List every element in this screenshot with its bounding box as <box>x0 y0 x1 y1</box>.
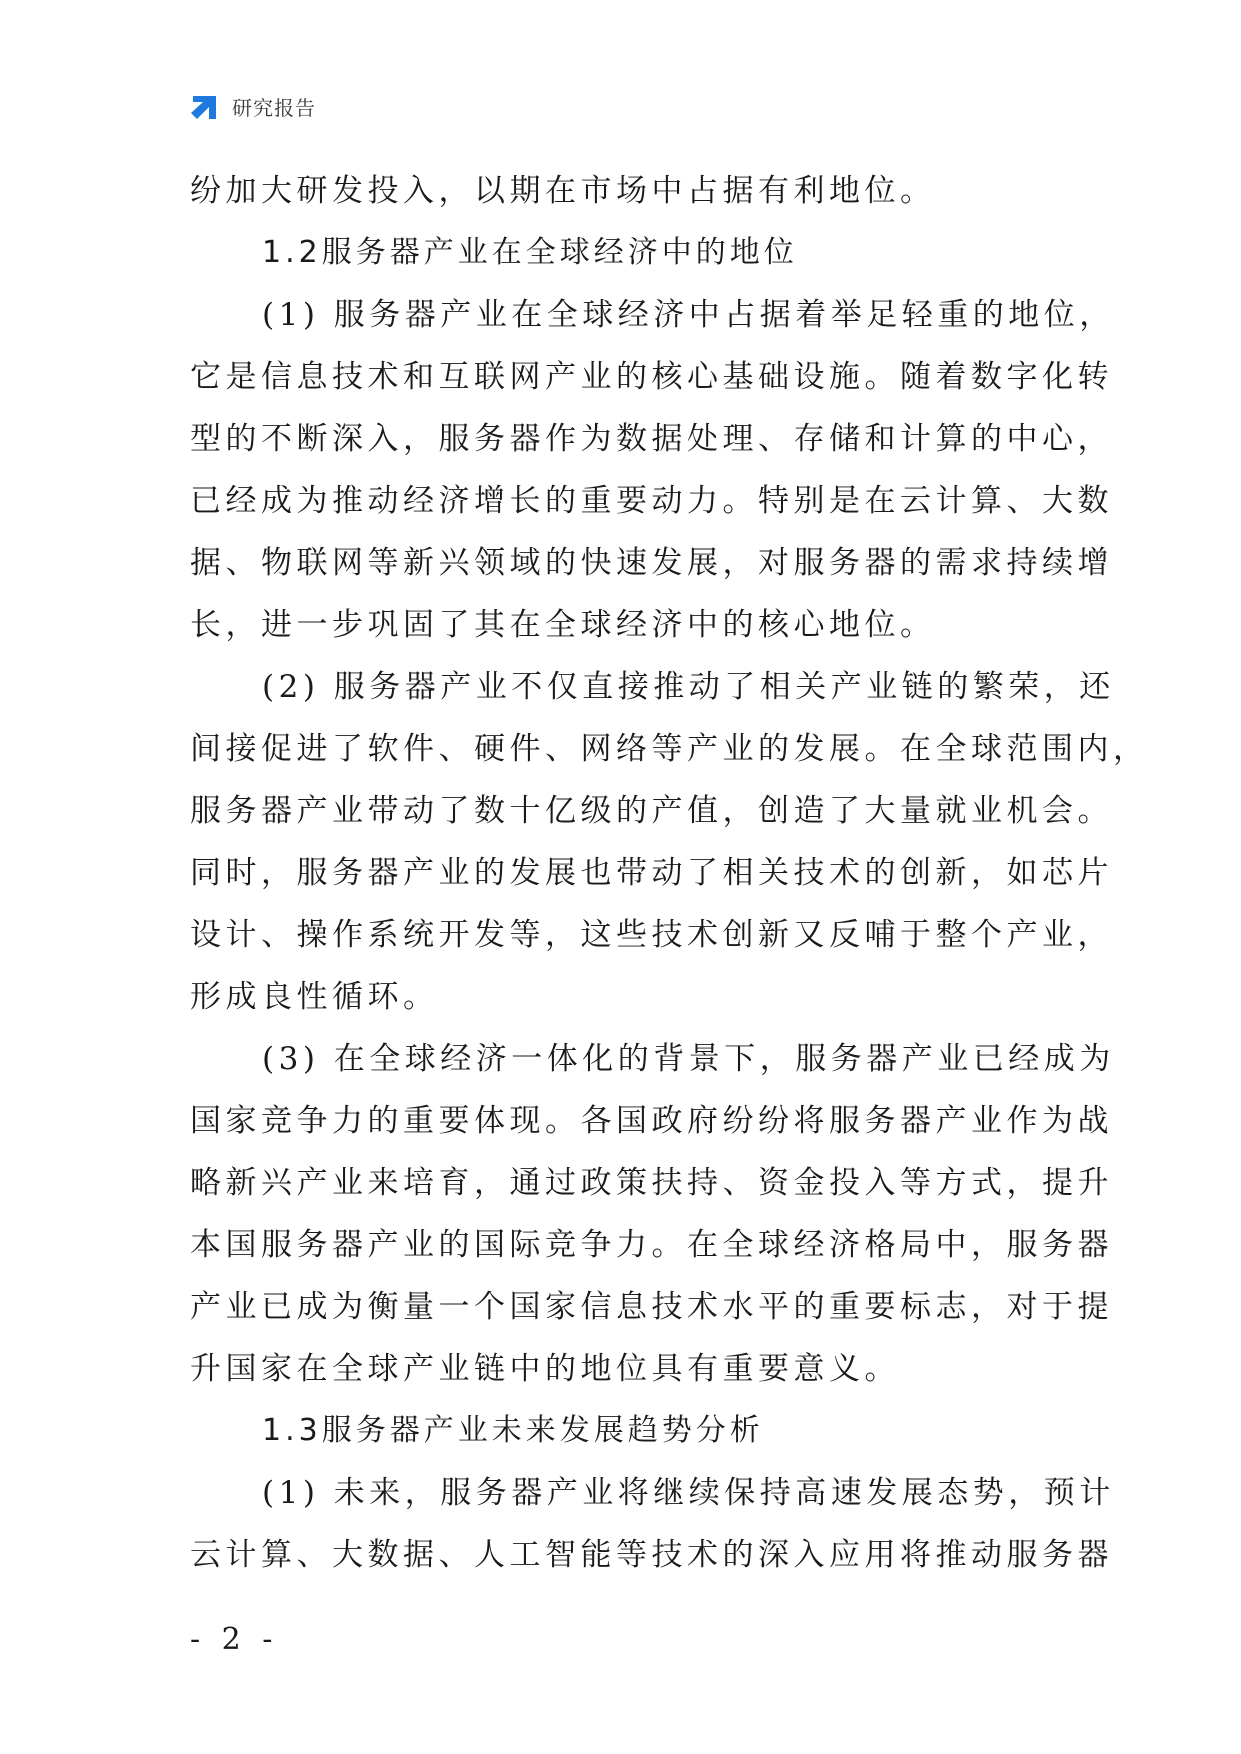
paragraph-line: 纷加大研发投入，以期在市场中占据有利地位。 <box>190 173 936 209</box>
paragraph-line: (1) 未来，服务器产业将继续保持高速发展态势，预计 <box>262 1475 1115 1511</box>
paragraph-line: 据、物联网等新兴领域的快速发展，对服务器的需求持续增 <box>190 545 1113 581</box>
paragraph-line: 服务器产业带动了数十亿级的产值，创造了大量就业机会。 <box>190 793 1113 829</box>
report-header <box>188 90 316 122</box>
header-title: 研究报告 <box>232 95 316 120</box>
document-body <box>190 160 1149 1586</box>
paragraph-line: 略新兴产业来培育，通过政策扶持、资金投入等方式，提升 <box>190 1165 1113 1201</box>
paragraph-line: 同时，服务器产业的发展也带动了相关技术的创新，如芯片 <box>190 855 1113 891</box>
section-heading: 1.3服务器产业未来发展趋势分析 <box>262 1413 764 1448</box>
section-heading: 1.2服务器产业在全球经济中的地位 <box>262 235 798 270</box>
page-number: - 2 - <box>190 1622 279 1657</box>
arrow-logo-icon <box>188 90 220 122</box>
paragraph-line: 已经成为推动经济增长的重要动力。特别是在云计算、大数 <box>190 483 1113 519</box>
paragraph-line: 型的不断深入，服务器作为数据处理、存储和计算的中心， <box>190 421 1113 457</box>
paragraph-line: 它是信息技术和互联网产业的核心基础设施。随着数字化转 <box>190 359 1113 395</box>
paragraph-line: (3) 在全球经济一体化的背景下，服务器产业已经成为 <box>262 1041 1115 1077</box>
paragraph-line: (2) 服务器产业不仅直接推动了相关产业链的繁荣，还 <box>262 669 1115 705</box>
paragraph-line: 长，进一步巩固了其在全球经济中的核心地位。 <box>190 607 936 643</box>
paragraph-line: 间接促进了软件、硬件、网络等产业的发展。在全球范围内， <box>190 731 1149 767</box>
paragraph-line: 云计算、大数据、人工智能等技术的深入应用将推动服务器 <box>190 1537 1113 1573</box>
paragraph-line: 形成良性循环。 <box>190 979 439 1015</box>
paragraph-line: (1) 服务器产业在全球经济中占据着举足轻重的地位， <box>262 297 1115 333</box>
paragraph-line: 产业已成为衡量一个国家信息技术水平的重要标志，对于提 <box>190 1289 1113 1325</box>
paragraph-line: 本国服务器产业的国际竞争力。在全球经济格局中，服务器 <box>190 1227 1113 1263</box>
paragraph-line: 设计、操作系统开发等，这些技术创新又反哺于整个产业， <box>190 917 1113 953</box>
paragraph-line: 升国家在全球产业链中的地位具有重要意义。 <box>190 1351 900 1387</box>
paragraph-line: 国家竞争力的重要体现。各国政府纷纷将服务器产业作为战 <box>190 1103 1113 1139</box>
